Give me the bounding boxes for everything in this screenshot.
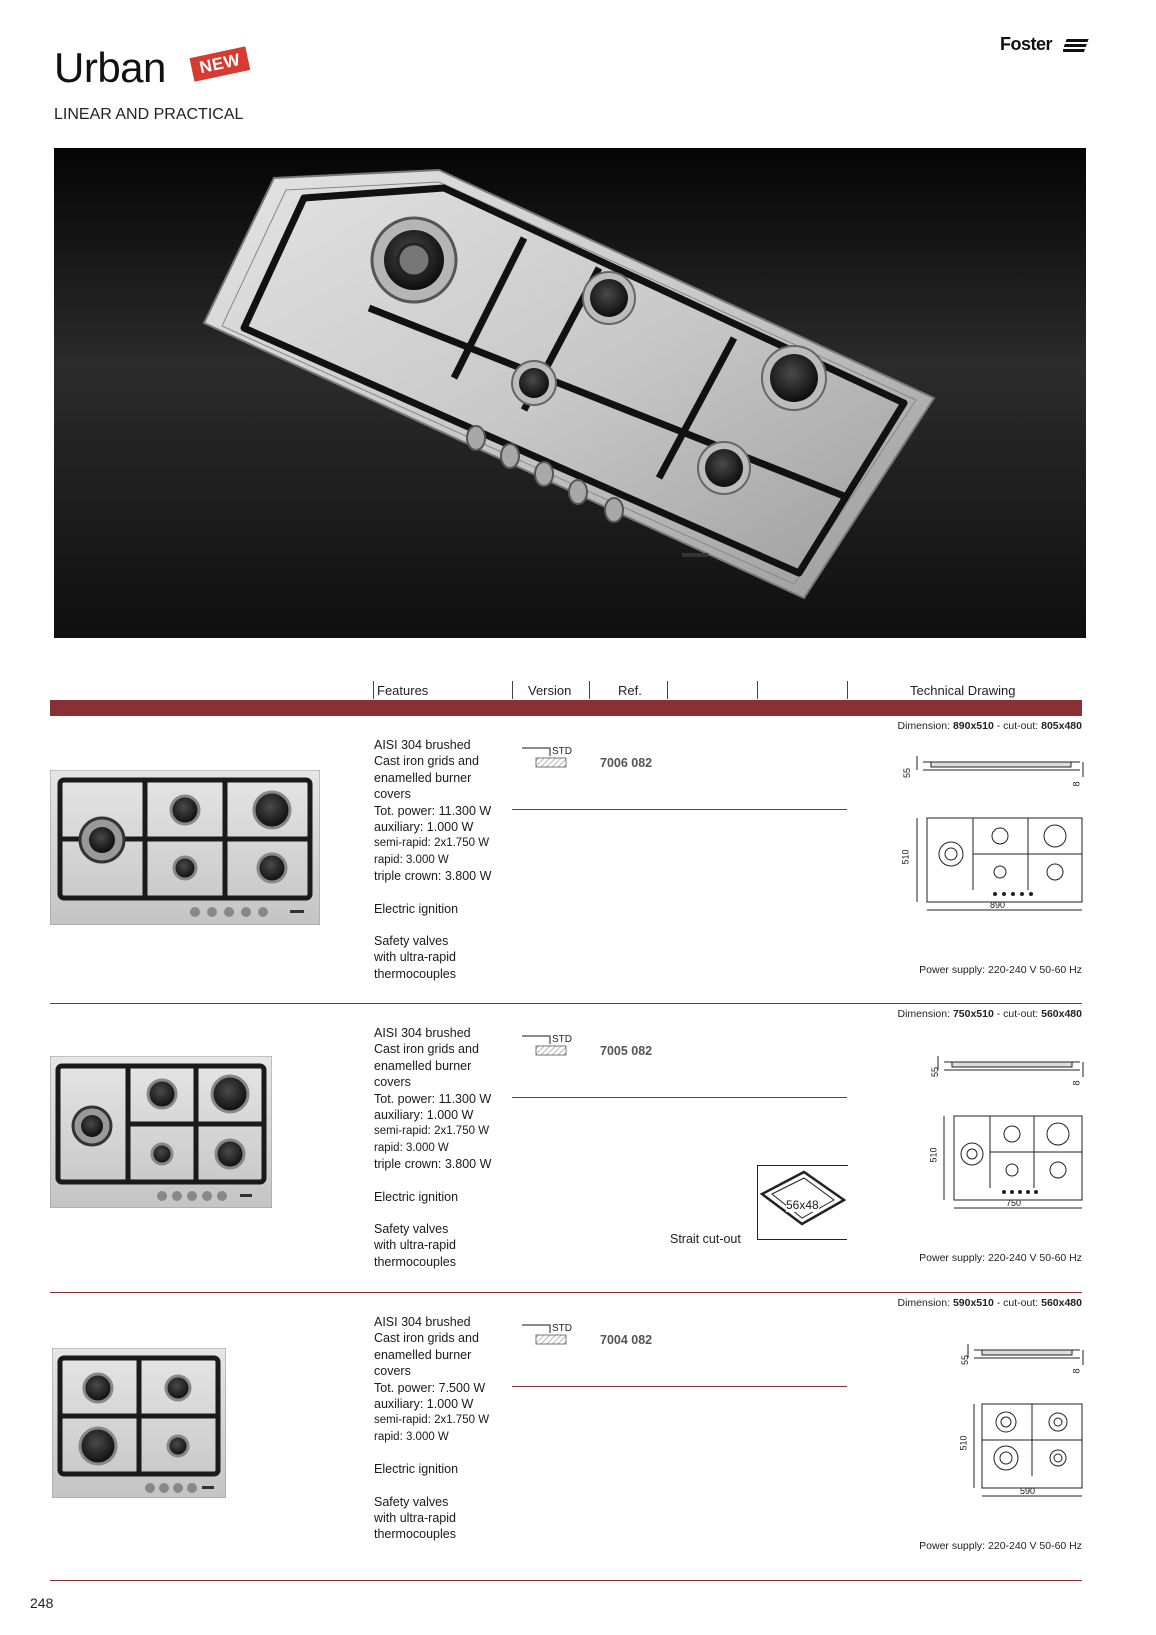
- header-divider: [667, 681, 668, 699]
- strait-cutout-box: [757, 1165, 848, 1240]
- features-list: [374, 737, 524, 982]
- page-title: Urban: [54, 44, 166, 91]
- feature-line: covers: [374, 1364, 411, 1379]
- feature-line: thermocouples: [374, 1527, 456, 1542]
- power-supply: Power supply: 220-240 V 50-60 Hz: [919, 964, 1082, 976]
- product-photo-7006: [50, 770, 320, 925]
- drawing-height: 55: [960, 1354, 971, 1366]
- technical-drawing-7005: [930, 1052, 1090, 1212]
- feature-line: AISI 304 brushed: [374, 738, 471, 752]
- drawing-width: 890: [990, 900, 1006, 910]
- feature-line: Tot. power: 11.300 W: [374, 803, 492, 818]
- header-divider: [847, 681, 848, 699]
- new-badge: NEW: [190, 46, 251, 81]
- ref-number: 7005 082: [600, 1044, 653, 1058]
- header-version: Version: [528, 683, 572, 698]
- dimension-text: Dimension: 750x510 - cut-out: 560x480: [897, 1008, 1082, 1020]
- feature-line: thermocouples: [374, 1254, 456, 1269]
- version-label: STD: [552, 1034, 572, 1045]
- feature-line: Electric ignition: [374, 1189, 459, 1204]
- feature-line: semi-rapid: 2x1.750 W: [374, 1414, 490, 1427]
- ref-number: 7004 082: [600, 1333, 653, 1347]
- feature-line: enamelled burner: [374, 1347, 472, 1362]
- brand-name: Foster: [1000, 34, 1053, 54]
- version-label: STD: [552, 746, 572, 757]
- power-supply: Power supply: 220-240 V 50-60 Hz: [919, 1252, 1082, 1264]
- product-photo-7004: [52, 1348, 226, 1498]
- footer-line: [50, 1580, 1082, 1581]
- strait-cutout-size: 56x48: [786, 1198, 819, 1212]
- drawing-thickness: 8: [1071, 781, 1082, 787]
- feature-line: AISI 304 brushed: [374, 1315, 471, 1329]
- hero-product-photo: [54, 148, 1086, 638]
- feature-line: enamelled burner: [374, 1058, 472, 1073]
- feature-line: rapid: 3.000 W: [374, 1430, 449, 1443]
- page-subtitle: LINEAR AND PRACTICAL: [54, 106, 244, 123]
- feature-line: triple crown: 3.800 W: [374, 1157, 492, 1172]
- drawing-height: 55: [902, 767, 913, 779]
- version-std-icon: [522, 746, 572, 770]
- feature-line: with ultra-rapid: [374, 1511, 456, 1526]
- feature-line: auxiliary: 1.000 W: [374, 1108, 474, 1123]
- features-list: [374, 1314, 524, 1543]
- feature-line: Cast iron grids and: [374, 1042, 479, 1057]
- feature-line: auxiliary: 1.000 W: [374, 1397, 474, 1412]
- ref-number: 7006 082: [600, 756, 653, 770]
- row-separator: [50, 1292, 1082, 1293]
- feature-line: AISI 304 brushed: [374, 1026, 471, 1040]
- feature-line: Electric ignition: [374, 1462, 459, 1477]
- feature-line: covers: [374, 1075, 411, 1090]
- feature-line: Tot. power: 7.500 W: [374, 1380, 486, 1395]
- header-features: Features: [377, 683, 429, 698]
- feature-line: Tot. power: 11.300 W: [374, 1091, 492, 1106]
- feature-line: Safety valves: [374, 934, 449, 949]
- row-divider: [512, 809, 847, 810]
- row-divider: [512, 1386, 847, 1387]
- strait-cutout-label: Strait cut-out: [670, 1232, 741, 1246]
- version-label: STD: [552, 1323, 572, 1334]
- drawing-depth: 510: [928, 1147, 939, 1163]
- feature-line: Electric ignition: [374, 901, 459, 916]
- drawing-width: 750: [1006, 1198, 1022, 1208]
- feature-line: covers: [374, 787, 411, 802]
- feature-line: with ultra-rapid: [374, 1238, 456, 1253]
- header-divider: [373, 681, 374, 699]
- feature-line: rapid: 3.000 W: [374, 853, 449, 866]
- drawing-thickness: 8: [1071, 1368, 1082, 1374]
- row-divider: [512, 1097, 847, 1098]
- feature-line: semi-rapid: 2x1.750 W: [374, 1125, 490, 1138]
- version-std-icon: [522, 1034, 572, 1058]
- feature-line: auxiliary: 1.000 W: [374, 820, 474, 835]
- drawing-height: 55: [930, 1066, 941, 1078]
- header-divider: [757, 681, 758, 699]
- brand-logo-icon: [1063, 38, 1089, 52]
- feature-line: Safety valves: [374, 1494, 449, 1509]
- feature-line: Cast iron grids and: [374, 1331, 479, 1346]
- feature-line: Safety valves: [374, 1222, 449, 1237]
- drawing-depth: 510: [958, 1435, 969, 1451]
- header-divider: [512, 681, 513, 699]
- technical-drawing-7006: [895, 752, 1090, 912]
- header-technical-drawing: Technical Drawing: [910, 683, 1016, 698]
- page-number: 248: [30, 1595, 54, 1611]
- header-ref: Ref.: [618, 683, 642, 698]
- header-bar: [50, 700, 1082, 716]
- strait-cutout-underline: [757, 1239, 847, 1240]
- feature-line: with ultra-rapid: [374, 950, 456, 965]
- dimension-text: Dimension: 590x510 - cut-out: 560x480: [897, 1297, 1082, 1309]
- product-photo-7005: [50, 1056, 272, 1208]
- dimension-text: Dimension: 890x510 - cut-out: 805x480: [897, 720, 1082, 732]
- feature-line: rapid: 3.000 W: [374, 1141, 449, 1154]
- power-supply: Power supply: 220-240 V 50-60 Hz: [919, 1540, 1082, 1552]
- feature-line: semi-rapid: 2x1.750 W: [374, 837, 490, 850]
- feature-line: enamelled burner: [374, 770, 472, 785]
- feature-line: Cast iron grids and: [374, 754, 479, 769]
- drawing-depth: 510: [900, 849, 911, 865]
- drawing-width: 590: [1020, 1486, 1036, 1496]
- features-list: [374, 1025, 524, 1270]
- header-divider: [589, 681, 590, 699]
- feature-line: triple crown: 3.800 W: [374, 869, 492, 884]
- row-separator: [50, 1003, 1082, 1004]
- drawing-thickness: 8: [1071, 1080, 1082, 1086]
- feature-line: thermocouples: [374, 966, 456, 981]
- version-std-icon: [522, 1323, 572, 1347]
- technical-drawing-7004: [960, 1340, 1090, 1500]
